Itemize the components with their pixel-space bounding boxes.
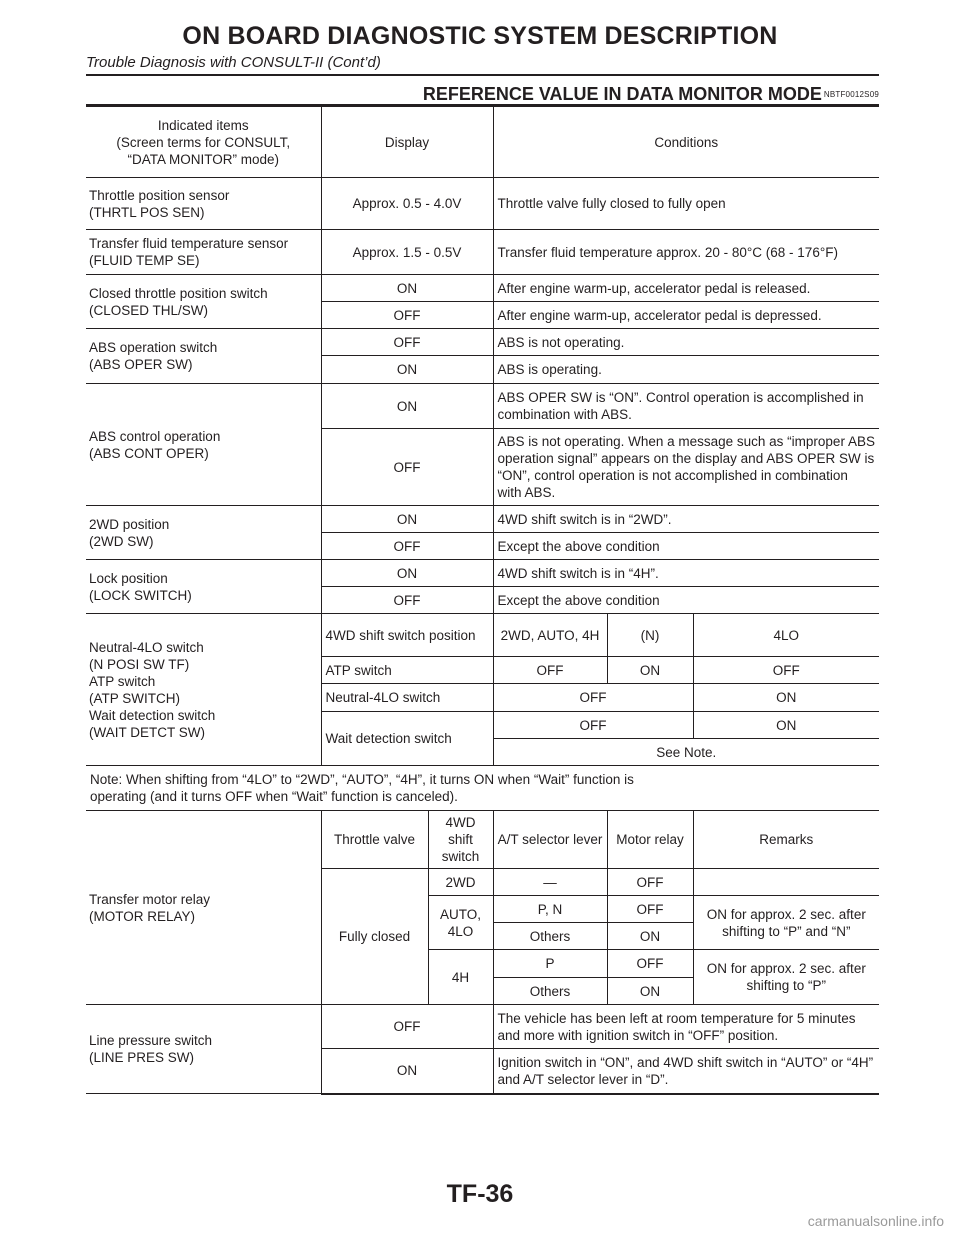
condition-text: ABS is operating. <box>493 356 879 384</box>
item-fluid-temp-sensor: Transfer fluid temperature sensor (FLUID TEMP SE) <box>86 230 321 275</box>
header-display: Display <box>321 107 493 178</box>
table-row <box>86 329 879 356</box>
item-transfer-motor-relay: Transfer motor relay (MOTOR RELAY) <box>86 811 321 1005</box>
motor-selector-value: Others <box>493 923 607 950</box>
table-row <box>86 275 879 302</box>
motor-remark-4h: ON for approx. 2 sec. after shifting to “P” <box>693 950 879 1005</box>
motor-relay-value: OFF <box>607 869 693 896</box>
motor-header-shift: 4WD shift switch <box>428 811 493 869</box>
condition-text: 4WD shift switch is in “2WD”. <box>493 506 879 533</box>
page-subtitle: Trouble Diagnosis with CONSULT-II (Cont’d) <box>86 54 381 71</box>
display-value: Approx. 1.5 - 0.5V <box>321 230 493 275</box>
watermark: carmanualsonline.info <box>807 1213 944 1229</box>
motor-shift-auto-4lo: AUTO, 4LO <box>428 896 493 950</box>
display-value: Approx. 0.5 - 4.0V <box>321 178 493 230</box>
item-2wd-position: 2WD position (2WD SW) <box>86 506 321 560</box>
motor-header-remarks: Remarks <box>693 811 879 869</box>
display-value: ON <box>321 1049 493 1094</box>
table-row <box>86 230 879 275</box>
condition-text: The vehicle has been left at room temperature for 5 minutes and more with ignition switch in “OFF” position. <box>493 1005 879 1049</box>
section-code: NBTF0012S09 <box>823 90 879 99</box>
motor-relay-value: ON <box>607 923 693 950</box>
display-value: ON <box>321 384 493 429</box>
atp-value: OFF <box>493 657 607 684</box>
table-header-row <box>86 107 879 178</box>
header-rule <box>86 74 879 76</box>
header-conditions: Conditions <box>493 107 879 178</box>
section-heading <box>86 79 879 105</box>
motor-selector-value: Others <box>493 978 607 1005</box>
condition-text: 4WD shift switch is in “4H”. <box>493 560 879 587</box>
motor-selector-value: — <box>493 869 607 896</box>
motor-selector-value: P, N <box>493 896 607 923</box>
motor-throttle-value: Fully closed <box>321 869 428 1005</box>
page-number: TF-36 <box>446 1180 514 1208</box>
display-value: ON <box>321 560 493 587</box>
table-row <box>86 811 879 869</box>
neutral-4lo-label: Neutral-4LO switch <box>321 684 493 712</box>
motor-relay-value: OFF <box>607 896 693 923</box>
condition-text: Except the above condition <box>493 533 879 560</box>
shift-col-4lo: 4LO <box>693 614 879 657</box>
atp-switch-label: ATP switch <box>321 657 493 684</box>
motor-header-selector: A/T selector lever <box>493 811 607 869</box>
table-row <box>86 178 879 230</box>
item-abs-operation-switch: ABS operation switch (ABS OPER SW) <box>86 329 321 384</box>
motor-relay-value: OFF <box>607 950 693 978</box>
display-value: OFF <box>321 1005 493 1049</box>
wait-detection-label: Wait detection switch <box>321 712 493 766</box>
condition-text: Transfer fluid temperature approx. 20 - 80°C (68 - 176°F) <box>493 230 879 275</box>
display-value: OFF <box>321 302 493 329</box>
header-indicated-items: Indicated items (Screen terms for CONSULT, “DATA MONITOR” mode) <box>86 107 321 178</box>
display-value: OFF <box>321 329 493 356</box>
item-throttle-position-sensor: Throttle position sensor (THRTL POS SEN) <box>86 178 321 230</box>
motor-relay-value: ON <box>607 978 693 1005</box>
shift-col-n: (N) <box>607 614 693 657</box>
table-row <box>86 560 879 587</box>
atp-value: ON <box>607 657 693 684</box>
condition-text: Ignition switch in “ON”, and 4WD shift switch in “AUTO” or “4H” and A/T selector lever in “D”. <box>493 1049 879 1094</box>
motor-header-relay: Motor relay <box>607 811 693 869</box>
atp-value: OFF <box>693 657 879 684</box>
motor-selector-value: P <box>493 950 607 978</box>
section-title: REFERENCE VALUE IN DATA MONITOR MODE <box>422 84 822 104</box>
neutral-4lo-value: OFF <box>493 684 693 712</box>
display-value: ON <box>321 275 493 302</box>
wait-value: ON <box>693 712 879 739</box>
motor-shift-2wd: 2WD <box>428 869 493 896</box>
page-title: ON BOARD DIAGNOSTIC SYSTEM DESCRIPTION <box>182 22 778 50</box>
item-abs-control-operation: ABS control operation (ABS CONT OPER) <box>86 384 321 506</box>
table-row <box>86 1005 879 1049</box>
display-value: ON <box>321 506 493 533</box>
table-row <box>86 614 879 657</box>
table-row <box>86 384 879 429</box>
shift-col-2wd-auto-4h: 2WD, AUTO, 4H <box>493 614 607 657</box>
condition-text: After engine warm-up, accelerator pedal is depressed. <box>493 302 879 329</box>
condition-text: Except the above condition <box>493 587 879 614</box>
motor-remark-empty <box>693 869 879 896</box>
item-closed-throttle-switch: Closed throttle position switch (CLOSED THL/SW) <box>86 275 321 329</box>
shift-position-label: 4WD shift switch position <box>321 614 493 657</box>
condition-text: Throttle valve fully closed to fully open <box>493 178 879 230</box>
wait-value: OFF <box>493 712 693 739</box>
display-value: OFF <box>321 429 493 506</box>
item-line-pressure-switch: Line pressure switch (LINE PRES SW) <box>86 1005 321 1094</box>
reference-value-table <box>86 106 879 1095</box>
condition-text: ABS is not operating. When a message such as “improper ABS operation signal” appears on the display and ABS OPER SW is “ON”, control operation is not accomplished in combination with ABS. <box>493 429 879 506</box>
motor-remark-auto: ON for approx. 2 sec. after shifting to “P” and “N” <box>693 896 879 950</box>
wait-note-ref: See Note. <box>493 739 879 766</box>
motor-shift-4h: 4H <box>428 950 493 1005</box>
item-neutral-4lo-atp-wait: Neutral-4LO switch (N POSI SW TF) ATP switch (ATP SWITCH) Wait detection switch (WAIT DETCT SW) <box>86 614 321 766</box>
display-value: OFF <box>321 587 493 614</box>
motor-header-throttle: Throttle valve <box>321 811 428 869</box>
display-value: OFF <box>321 533 493 560</box>
condition-text: After engine warm-up, accelerator pedal is released. <box>493 275 879 302</box>
note-text: Note: When shifting from “4LO” to “2WD”, “AUTO”, “4H”, it turns ON when “Wait” function is operating (and it turns OFF when “Wait” function is canceled). <box>86 766 693 811</box>
display-value: ON <box>321 356 493 384</box>
neutral-4lo-value: ON <box>693 684 879 712</box>
table-row <box>86 766 879 811</box>
condition-text: ABS is not operating. <box>493 329 879 356</box>
condition-text: ABS OPER SW is “ON”. Control operation is accomplished in combination with ABS. <box>493 384 879 429</box>
table-row <box>86 506 879 533</box>
item-lock-position: Lock position (LOCK SWITCH) <box>86 560 321 614</box>
